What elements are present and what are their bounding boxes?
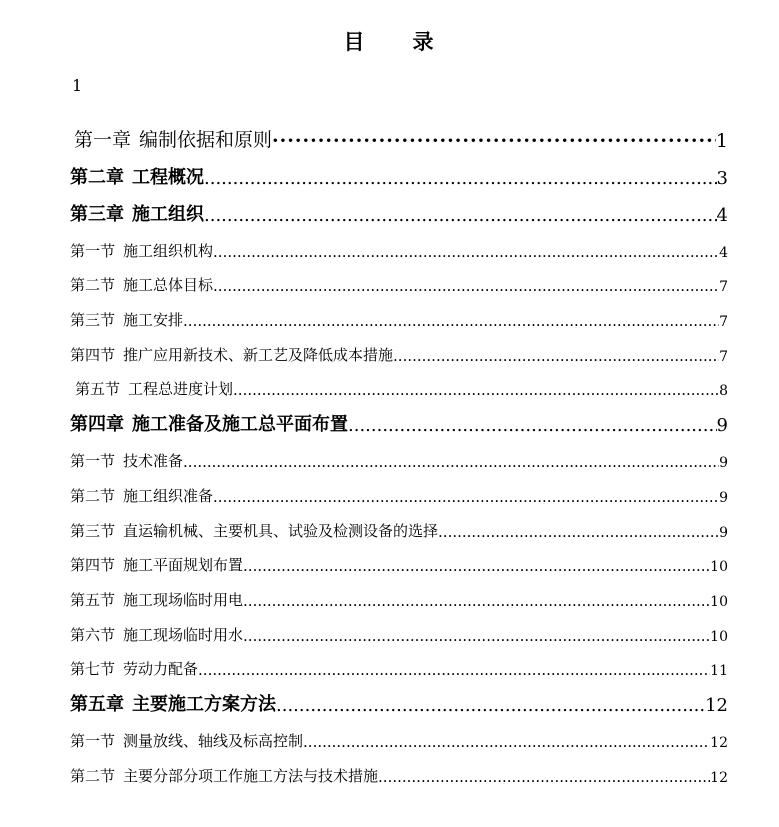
- toc-entry-page: 9: [719, 489, 728, 506]
- toc-entry-number: 第四节: [70, 345, 116, 364]
- toc-entry-label: [70, 485, 213, 506]
- toc-entry-label: [75, 378, 233, 399]
- toc-entry-page: 12: [710, 734, 728, 751]
- toc-entry-page: 9: [716, 415, 728, 437]
- toc-entry-number: 第二章: [70, 167, 124, 188]
- toc-entry-label: [70, 200, 204, 226]
- toc-entry-title: 施工现场临时用水: [123, 625, 244, 644]
- toc-entry-label: [70, 240, 213, 261]
- toc-entry-label: [70, 450, 183, 471]
- toc-entry-number: 第二节: [70, 486, 116, 505]
- toc-entry-number: 第二节: [70, 276, 116, 295]
- toc-chapter-entry[interactable]: [70, 152, 728, 189]
- toc-entry-title: 施工准备及施工总平面布置: [132, 414, 348, 436]
- toc-entry-label: [70, 520, 438, 541]
- toc-entry-title: 主要施工方案方法: [132, 694, 276, 716]
- toc-chapter-entry[interactable]: [70, 399, 728, 436]
- toc-section-entry[interactable]: [70, 610, 728, 645]
- toc-entry-page: 11: [710, 663, 728, 680]
- toc-entry-title: 技术准备: [123, 452, 184, 471]
- toc-dot-leader: [213, 488, 719, 506]
- toc-section-entry[interactable]: [70, 365, 728, 400]
- toc-entry-page: 12: [710, 769, 728, 786]
- toc-entry-title: 编制依据和原则: [139, 129, 273, 151]
- toc-section-entry[interactable]: [70, 716, 728, 751]
- toc-entry-title: 测量放线、轴线及标高控制: [123, 731, 304, 750]
- toc-section-entry[interactable]: [70, 471, 728, 506]
- toc-entry-page: 8: [719, 383, 728, 400]
- toc-entry-label: [70, 589, 243, 610]
- toc-section-entry[interactable]: [70, 226, 728, 261]
- toc-entry-number: 第三节: [70, 521, 116, 540]
- toc-dot-leader: [233, 381, 719, 399]
- toc-entry-page: 4: [719, 244, 728, 261]
- table-of-contents: [70, 112, 728, 786]
- toc-entry-page: 7: [719, 279, 728, 296]
- toc-entry-page: 9: [719, 524, 728, 541]
- toc-entry-label: [70, 163, 204, 189]
- toc-entry-page: 7: [719, 348, 728, 365]
- toc-dot-leader: [183, 312, 719, 330]
- toc-section-entry[interactable]: [70, 436, 728, 471]
- toc-entry-number: 第一节: [70, 452, 116, 471]
- toc-dot-leader: [378, 768, 710, 786]
- toc-entry-number: 第五节: [70, 590, 116, 609]
- toc-chapter-entry[interactable]: [70, 189, 728, 226]
- toc-entry-page: 10: [710, 559, 728, 576]
- toc-entry-page: 3: [716, 168, 728, 189]
- toc-entry-label: [70, 624, 243, 645]
- toc-entry-title: 施工组织机构: [123, 241, 214, 260]
- toc-entry-page: 12: [705, 695, 728, 717]
- toc-title-part: 录: [412, 30, 436, 54]
- toc-chapter-entry[interactable]: [70, 112, 728, 152]
- toc-entry-label: [74, 125, 272, 152]
- toc-entry-page: 1: [715, 130, 728, 152]
- toc-entry-title: 施工平面规划布置: [123, 556, 244, 575]
- toc-entry-page: 9: [719, 455, 728, 472]
- toc-entry-title: 施工组织准备: [123, 486, 214, 505]
- toc-entry-number: 第六节: [70, 625, 116, 644]
- toc-entry-label: [70, 690, 276, 716]
- toc-entry-number: 第三章: [70, 204, 124, 225]
- toc-entry-title: 施工组织: [132, 204, 204, 225]
- toc-entry-page: 4: [716, 205, 728, 226]
- toc-entry-number: 第一节: [70, 731, 116, 750]
- toc-entry-number: 第三节: [70, 311, 116, 330]
- toc-title: [0, 26, 779, 56]
- toc-entry-title: 推广应用新技术、新工艺及降低成本措施: [123, 345, 394, 364]
- toc-title-part: 目: [343, 30, 367, 54]
- toc-section-entry[interactable]: [70, 541, 728, 576]
- toc-entry-label: [70, 274, 213, 295]
- toc-entry-number: 第七节: [70, 660, 116, 679]
- toc-entry-label: [70, 344, 393, 365]
- toc-dot-leader: [198, 661, 710, 679]
- toc-entry-number: 第二节: [70, 766, 116, 785]
- toc-dot-leader: [243, 557, 710, 575]
- toc-entry-number: 第四章: [70, 414, 124, 436]
- toc-entry-label: [70, 658, 198, 679]
- toc-entry-page: 10: [710, 628, 728, 645]
- toc-entry-number: 第五章: [70, 694, 124, 716]
- toc-entry-title: 施工总体目标: [123, 276, 214, 295]
- toc-entry-label: [70, 554, 243, 575]
- toc-entry-page: 10: [710, 593, 728, 610]
- toc-entry-label: [70, 730, 303, 751]
- toc-entry-label: [70, 765, 378, 786]
- toc-section-entry[interactable]: [70, 261, 728, 296]
- toc-entry-label: [70, 410, 348, 436]
- toc-dot-leader: [393, 347, 719, 365]
- toc-dot-leader: [204, 205, 717, 226]
- toc-dot-leader: [213, 277, 719, 295]
- toc-dot-leader: [213, 243, 719, 261]
- toc-entry-title: 劳动力配备: [123, 660, 199, 679]
- toc-dot-leader: [272, 130, 716, 152]
- toc-entry-label: [70, 309, 183, 330]
- toc-entry-number: 第一节: [70, 241, 116, 260]
- toc-chapter-entry[interactable]: [70, 679, 728, 716]
- toc-dot-leader: [243, 592, 710, 610]
- toc-dot-leader: [183, 453, 719, 471]
- toc-dot-leader: [303, 733, 710, 751]
- toc-dot-leader: [204, 168, 717, 189]
- page-number: 1: [72, 76, 83, 95]
- toc-entry-title: 主要分部分项工作施工方法与技术措施: [123, 766, 379, 785]
- toc-entry-number: 第一章: [74, 129, 132, 151]
- toc-entry-title: 工程总进度计划: [128, 380, 234, 399]
- toc-dot-leader: [243, 627, 710, 645]
- toc-section-entry[interactable]: [70, 295, 728, 330]
- toc-section-entry[interactable]: [70, 575, 728, 610]
- toc-dot-leader: [438, 523, 719, 541]
- toc-section-entry[interactable]: [70, 330, 728, 365]
- toc-entry-number: 第四节: [70, 556, 116, 575]
- toc-entry-number: 第五节: [75, 380, 121, 399]
- toc-entry-title: 施工现场临时用电: [123, 590, 244, 609]
- toc-entry-title: 施工安排: [123, 311, 184, 330]
- toc-entry-title: 工程概况: [132, 167, 204, 188]
- toc-entry-title: 直运输机械、主要机具、试验及检测设备的选择: [123, 521, 439, 540]
- toc-section-entry[interactable]: [70, 506, 728, 541]
- toc-section-entry[interactable]: [70, 751, 728, 786]
- toc-entry-page: 7: [719, 314, 728, 331]
- toc-section-entry[interactable]: [70, 645, 728, 680]
- toc-dot-leader: [348, 415, 717, 436]
- toc-dot-leader: [276, 695, 705, 716]
